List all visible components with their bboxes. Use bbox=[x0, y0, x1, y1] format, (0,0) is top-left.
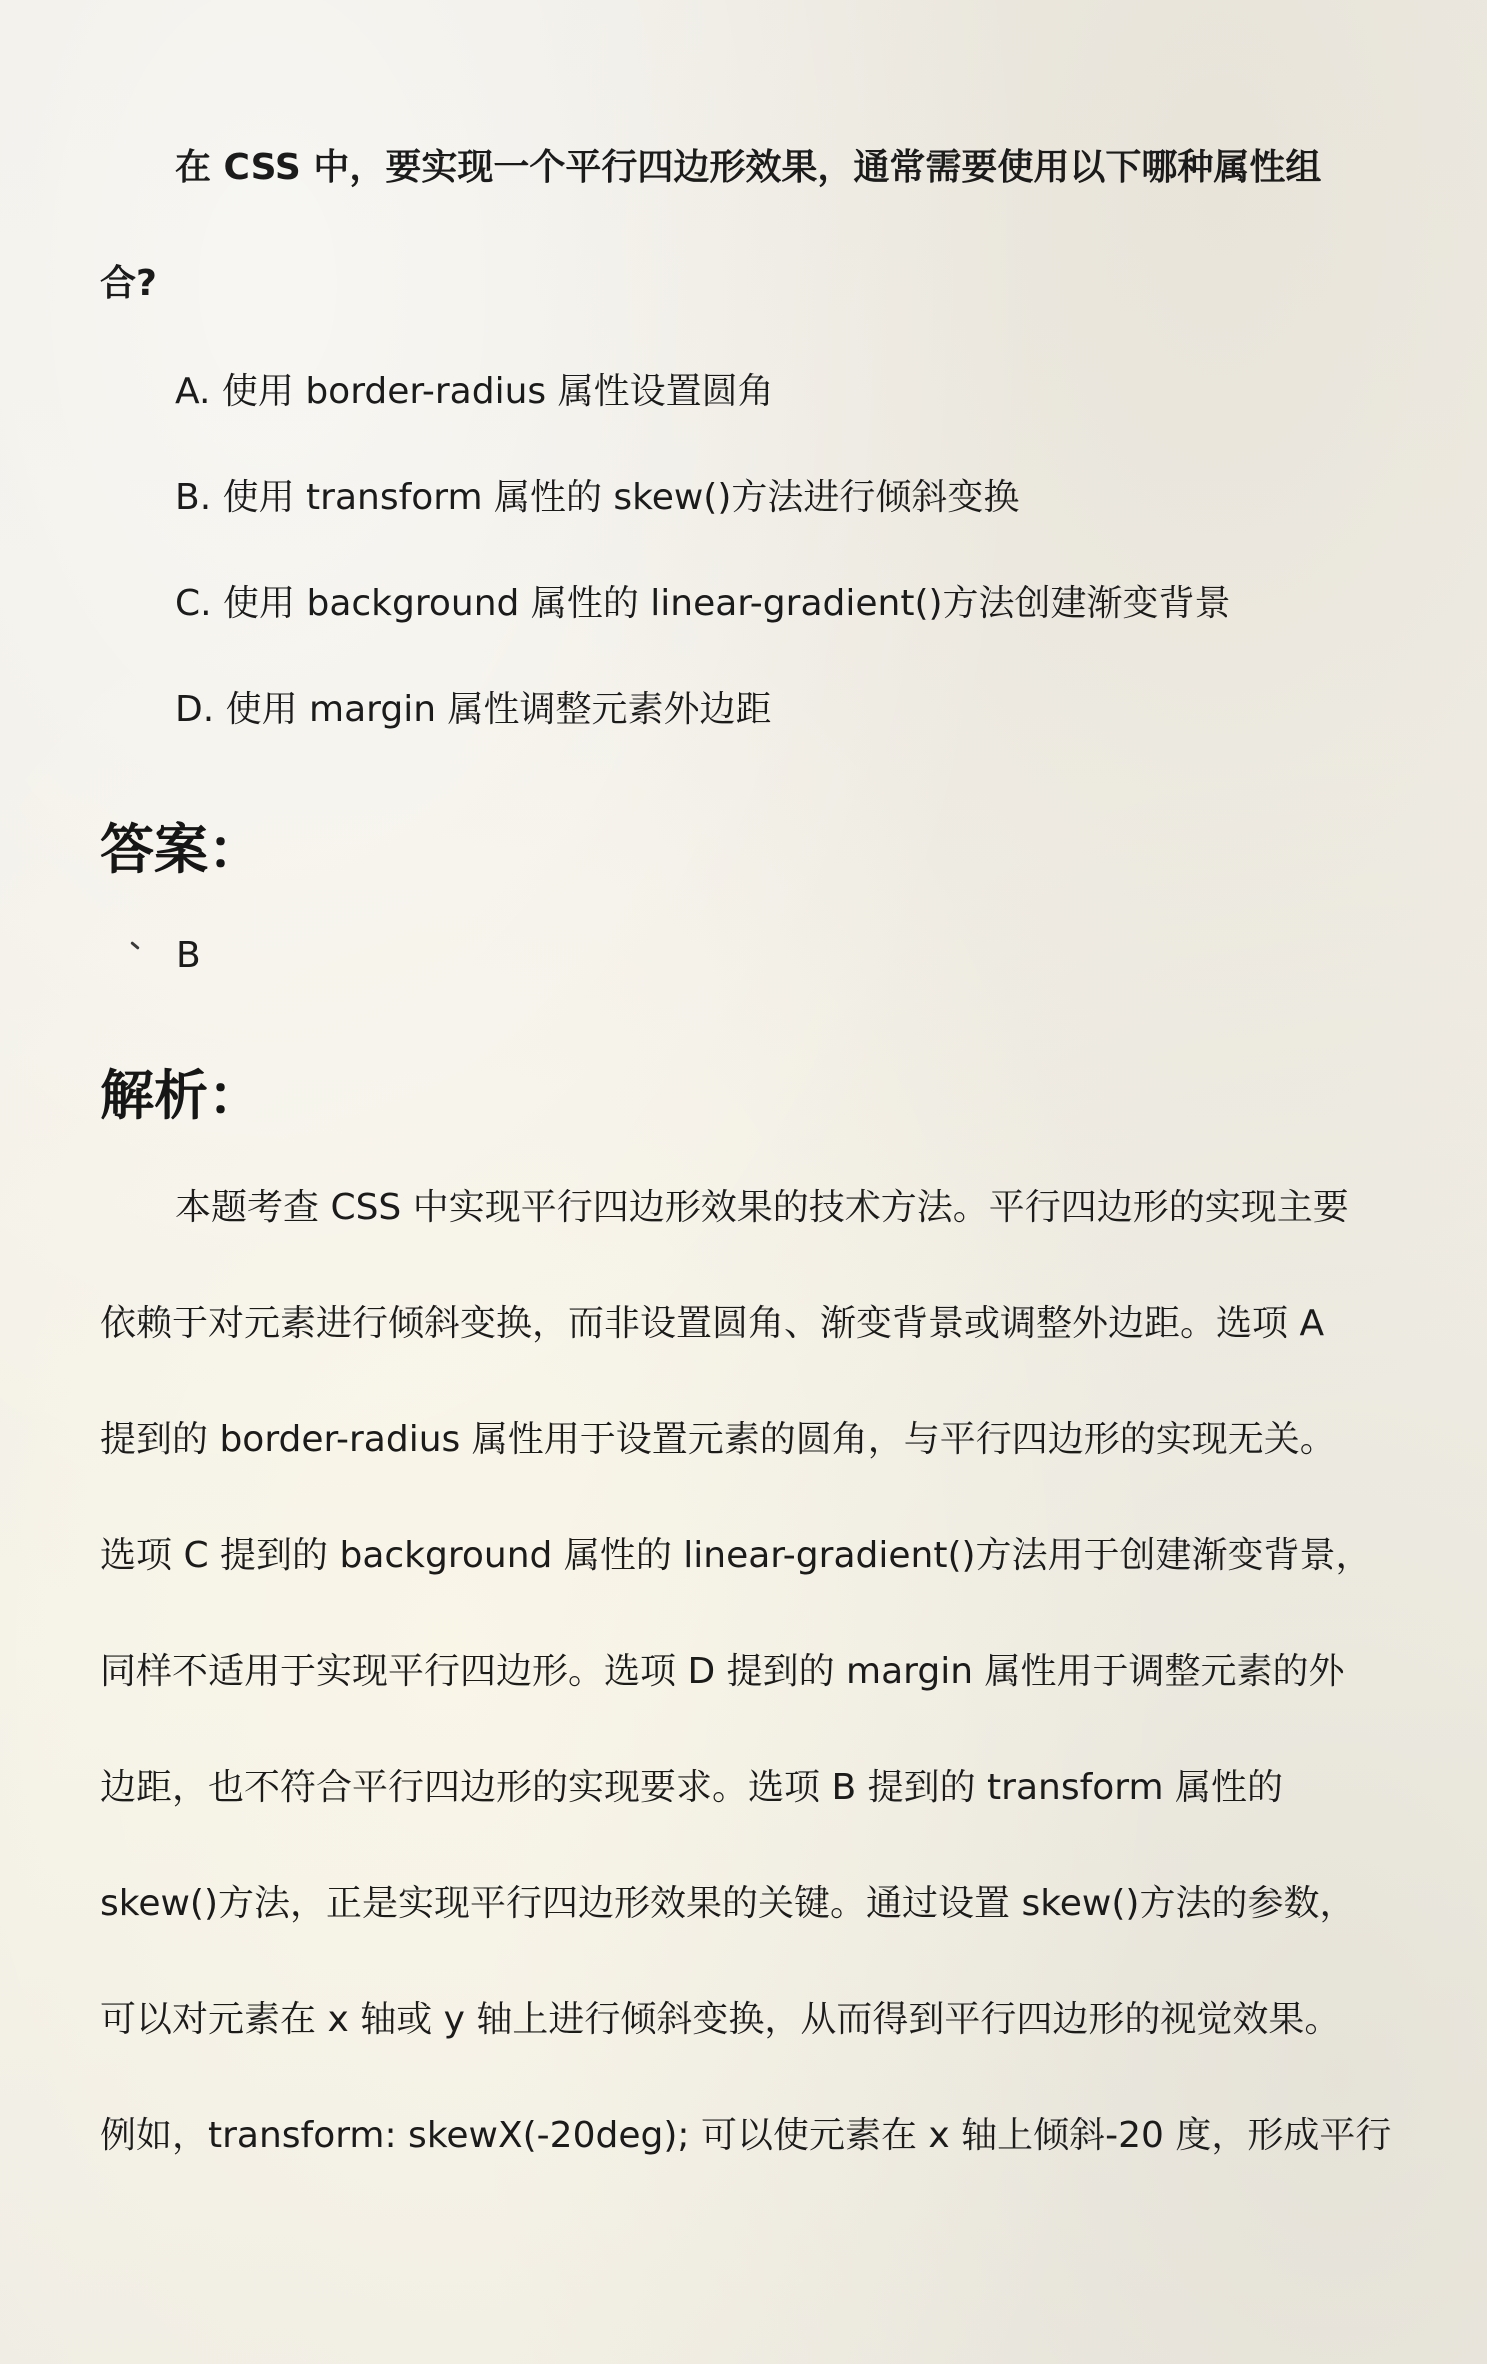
answer-heading: 答案： bbox=[100, 818, 262, 881]
analysis-line-8: 可以对元素在 x 轴或 y 轴上进行倾斜变换，从而得到平行四边形的视觉效果。 bbox=[100, 1999, 1341, 2040]
analysis-line-1: 本题考查 CSS 中实现平行四边形效果的技术方法。平行四边形的实现主要 bbox=[175, 1187, 1349, 1228]
answer-value: B bbox=[176, 935, 201, 976]
analysis-heading: 解析： bbox=[100, 1064, 262, 1127]
analysis-line-4: 选项 C 提到的 background 属性的 linear-gradient()方法用于创建渐变背景， bbox=[100, 1535, 1372, 1576]
analysis-line-5: 同样不适用于实现平行四边形。选项 D 提到的 margin 属性用于调整元素的外 bbox=[100, 1651, 1345, 1692]
analysis-line-9: 例如，transform: skewX(-20deg); 可以使元素在 x 轴上倾斜-20 度，形成平行 bbox=[100, 2115, 1392, 2156]
question-line-2: 合? bbox=[100, 263, 157, 304]
analysis-line-3: 提到的 border-radius 属性用于设置元素的圆角，与平行四边形的实现无关。 bbox=[100, 1419, 1336, 1460]
bullet-mark bbox=[130, 941, 140, 950]
analysis-line-6: 边距，也不符合平行四边形的实现要求。选项 B 提到的 transform 属性的 bbox=[100, 1767, 1283, 1808]
analysis-line-7: skew()方法，正是实现平行四边形效果的关键。通过设置 skew()方法的参数， bbox=[100, 1883, 1356, 1924]
option-b: B. 使用 transform 属性的 skew()方法进行倾斜变换 bbox=[175, 477, 1020, 518]
option-d: D. 使用 margin 属性调整元素外边距 bbox=[175, 689, 772, 730]
question-line-1: 在 CSS 中，要实现一个平行四边形效果，通常需要使用以下哪种属性组 bbox=[175, 147, 1322, 188]
analysis-line-2: 依赖于对元素进行倾斜变换，而非设置圆角、渐变背景或调整外边距。选项 A bbox=[100, 1303, 1325, 1344]
option-a: A. 使用 border-radius 属性设置圆角 bbox=[175, 371, 774, 412]
option-c: C. 使用 background 属性的 linear-gradient()方法创建渐变背景 bbox=[175, 583, 1231, 624]
